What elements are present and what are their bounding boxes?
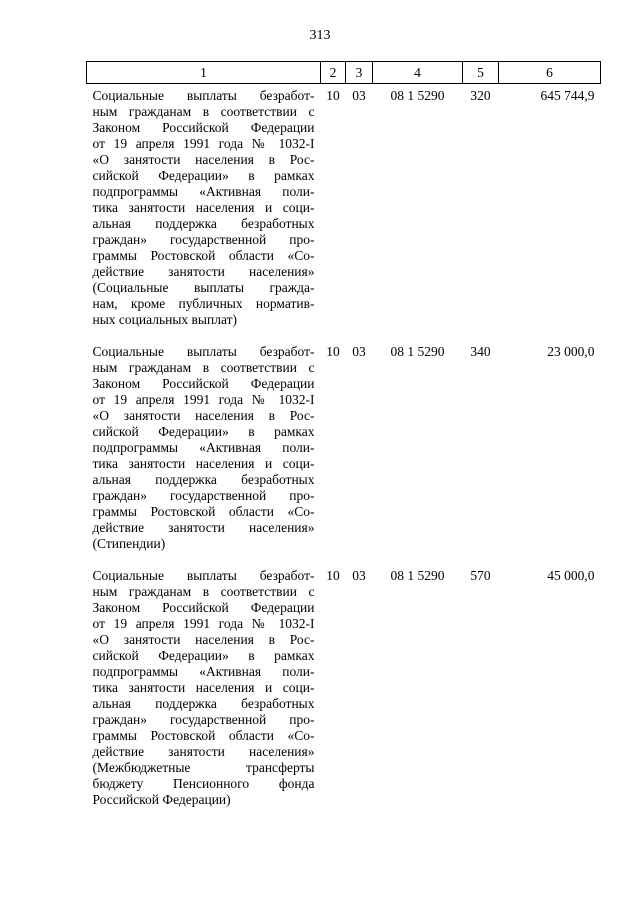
description-line: (Стипендии) [92,536,166,551]
description-line: бюджету Пенсионного фонда [92,776,315,791]
description-line: альная поддержка безработных [92,216,315,231]
column-header-6: 6 [499,62,601,84]
description-line: ным гражданам в соответствии с [92,104,315,119]
row-description [87,564,321,820]
description-line: ных социальных выплат) [92,312,237,327]
description-line: (Социальные выплаты гражда- [92,280,315,295]
target-article-code: 08 1 5290 [390,88,445,103]
section-code: 10 [326,568,340,583]
description-line: «О занятости населения в Рос- [92,152,315,167]
table-row [87,340,601,564]
section-code: 10 [326,88,340,103]
description-line: тика занятости населения и соци- [92,200,315,215]
description-line: альная поддержка безработных [92,696,315,711]
description-line: граждан» государственной про- [92,712,315,727]
description-line: Российской Федерации) [92,792,231,807]
description-line: альная поддержка безработных [92,472,315,487]
target-article-code: 08 1 5290 [390,568,445,583]
description-line: тика занятости населения и соци- [92,680,315,695]
description-line: действие занятости населения» [92,744,315,759]
description-line: от 19 апреля 1991 года № 1032-I [92,392,315,407]
column-header-4: 4 [373,62,463,84]
amount-value: 45 000,0 [547,568,595,583]
subsection-code: 03 [352,88,366,103]
table-row [87,84,601,341]
column-header-3: 3 [346,62,373,84]
description-line: Социальные выплаты безработ- [92,88,315,103]
budget-table [86,61,601,820]
description-line: граждан» государственной про- [92,488,315,503]
description-line: сийской Федерации» в рамках [92,424,315,439]
description-line: Законом Российской Федерации [92,120,315,135]
description-line: нам, кроме публичных норматив- [92,296,315,311]
description-line: Законом Российской Федерации [92,600,315,615]
section-code: 10 [326,344,340,359]
amount-value: 23 000,0 [547,344,595,359]
amount-value: 645 744,9 [540,88,595,103]
row-description [87,340,321,564]
expense-type-code: 340 [470,344,491,359]
column-header-5: 5 [463,62,499,84]
description-line: действие занятости населения» [92,264,315,279]
description-line: (Межбюджетные трансферты [92,760,315,775]
description-line: граммы Ростовской области «Со- [92,248,315,263]
description-line: от 19 апреля 1991 года № 1032-I [92,616,315,631]
description-line: подпрограммы «Активная поли- [92,440,315,455]
description-line: Социальные выплаты безработ- [92,344,315,359]
target-article-code: 08 1 5290 [390,344,445,359]
description-line: ным гражданам в соответствии с [92,584,315,599]
subsection-code: 03 [352,344,366,359]
description-line: граждан» государственной про- [92,232,315,247]
description-line: подпрограммы «Активная поли- [92,184,315,199]
description-line: граммы Ростовской области «Со- [92,504,315,519]
description-line: Законом Российской Федерации [92,376,315,391]
table-header-row [87,62,601,84]
row-description [87,84,321,341]
subsection-code: 03 [352,568,366,583]
description-line: подпрограммы «Активная поли- [92,664,315,679]
table-row [87,564,601,820]
description-line: сийской Федерации» в рамках [92,648,315,663]
description-line: Социальные выплаты безработ- [92,568,315,583]
description-line: ным гражданам в соответствии с [92,360,315,375]
expense-type-code: 570 [470,568,491,583]
column-header-2: 2 [321,62,346,84]
description-line: «О занятости населения в Рос- [92,408,315,423]
page-number: 313 [309,28,331,43]
column-header-1: 1 [87,62,321,84]
description-line: от 19 апреля 1991 года № 1032-I [92,136,315,151]
description-line: «О занятости населения в Рос- [92,632,315,647]
table-body [87,84,601,821]
description-line: граммы Ростовской области «Со- [92,728,315,743]
description-line: действие занятости населения» [92,520,315,535]
description-line: тика занятости населения и соци- [92,456,315,471]
expense-type-code: 320 [470,88,491,103]
description-line: сийской Федерации» в рамках [92,168,315,183]
